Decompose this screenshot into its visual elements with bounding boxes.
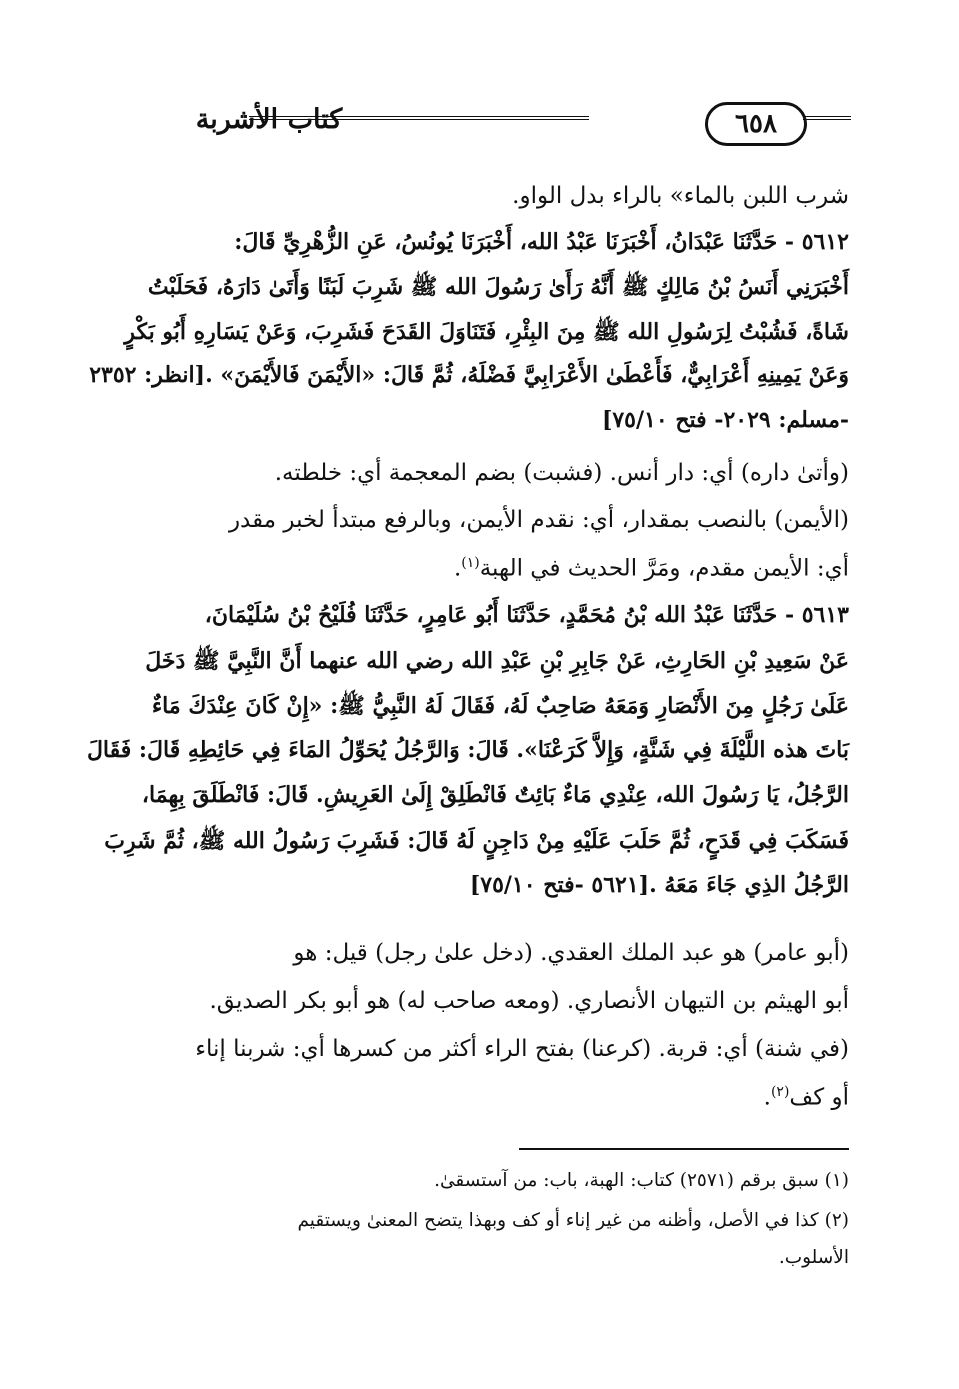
page-number: ٦٥٨: [705, 102, 807, 146]
text-line-content: أو كف: [789, 1084, 849, 1111]
hadith-line: الرَّجُلُ الذِي جَاءَ مَعَهُ .[٥٦٢١ -فتح ٧٥/١٠]: [469, 872, 849, 898]
footnote-ref: (٢): [770, 1084, 790, 1100]
book-title: كتاب الأشربة: [195, 104, 343, 135]
text-line: أبو الهيثم بن التيهان الأنصاري. (ومعه صاحب له) هو أبو بكر الصديق.: [209, 988, 849, 1014]
text-line: [114, 1084, 849, 1111]
text-line-content: أي: الأيمن مقدم، ومَرَّ الحديث في الهبة: [479, 555, 849, 582]
hadith-line: ٥٦١٣ - حَدَّثَنَا عَبْدُ الله بْنُ مُحَمَّدٍ، حَدَّثَنَا أَبُو عَامِرٍ، حَدَّثَنَا فُلَيْحُ بْنُ سُلَيْمَانَ،: [204, 602, 849, 628]
period: .: [453, 555, 462, 582]
footnote-separator: [519, 1148, 849, 1150]
footnote: (٢) كذا في الأصل، وأظنه من غير إناء أو كف وبهذا يتضح المعنىٰ ويستقيم: [297, 1210, 849, 1231]
hadith-line: بَاتَ هذه اللَّيْلَةَ فِي شَنَّةٍ، وَإِلاَّ كَرَعْنَا». قَالَ: وَالرَّجُلُ يُحَوِّلُ المَاءَ فِي حَائِطِهِ قَالَ: فَقَالَ: [86, 737, 849, 763]
hadith-line: عَلَىٰ رَجُلٍ مِنَ الأَنْصَارِ وَمَعَهُ صَاحِبٌ لَهُ، فَقَالَ لَهُ النَّبِيُّ ﷺ: «إِنْ كَانَ عِنْدَكَ مَاءٌ: [151, 693, 849, 719]
footnote-ref: (١): [461, 555, 480, 571]
hadith-line: فَسَكَبَ فِي قَدَحٍ، ثُمَّ حَلَبَ عَلَيْهِ مِنْ دَاجِنٍ لَهُ قَالَ: فَشَرِبَ رَسُولُ الله ﷺ، ثُمَّ شَرِبَ: [104, 828, 849, 854]
text-line: (الأيمن) بالنصب بمقدار، أي: نقدم الأيمن، وبالرفع مبتدأ لخبر مقدر: [228, 507, 849, 533]
hadith-line: الرَّجُلُ، يَا رَسُولَ الله، عِنْدِي مَاءٌ بَائِتٌ فَانْطَلِقْ إِلَىٰ العَرِيشِ. قَالَ: فَانْطَلَقَ بِهِمَا،: [141, 782, 849, 808]
main-text: [86, 0, 849, 1140]
text-line: (في شنة) أي: قربة. (كرعنا) بفتح الراء أكثر من كسرها أي: شربنا إناء: [195, 1036, 849, 1062]
footnote: الأسلوب.: [778, 1247, 849, 1268]
period: .: [763, 1084, 771, 1111]
text-line: شرب اللبن بالماء» بالراء بدل الواو.: [512, 183, 849, 209]
text-line: (وأتىٰ داره) أي: دار أنس. (فشبت) بضم المعجمة أي: خلطته.: [274, 460, 849, 486]
hadith-line: -مسلم: ٢٠٢٩- فتح ٧٥/١٠]: [601, 407, 849, 433]
text-line: (أبو عامر) هو عبد الملك العقدي. (دخل علىٰ رجل) قيل: هو: [293, 940, 849, 966]
text-line: [114, 555, 849, 582]
hadith-line: وَعَنْ يَمِينِهِ أَعْرَابِيٌّ، فَأَعْطَىٰ الأَعْرَابِيَّ فَضْلَهُ، ثُمَّ قَالَ: «الأَيْمَنَ فَالأَيْمَنَ» .[انظر: ٢٣٥٢: [89, 362, 849, 388]
hadith-line: أَخْبَرَنِي أَنَسُ بْنُ مَالِكٍ ﷺ أَنَّهُ رَأَىٰ رَسُولَ الله ﷺ شَرِبَ لَبَنًا وَأَتَىٰ دَارَهُ، فَحَلَبْتُ: [147, 274, 849, 300]
hadith-line: شَاةً، فَشُبْتُ لِرَسُولِ الله ﷺ مِنَ البِئْرِ، فَتَنَاوَلَ القَدَحَ فَشَرِبَ، وَعَنْ يَسَارِهِ أَبُو بَكْرٍ: [124, 319, 849, 345]
hadith-line: ٥٦١٢ - حَدَّثَنَا عَبْدَانُ، أَخْبَرَنَا عَبْدُ الله، أَخْبَرَنَا يُونُسُ، عَنِ الزُّهْرِيِّ قَالَ:: [234, 229, 849, 255]
footnote: (١) سبق برقم (٢٥٧١) كتاب: الهبة، باب: من آستسقىٰ.: [434, 1170, 849, 1191]
hadith-line: عَنْ سَعِيدِ بْنِ الحَارِثِ، عَنْ جَابِرِ بْنِ عَبْدِ الله رضي الله عنهما أَنَّ النَّبِيَّ ﷺ دَخَلَ: [145, 648, 849, 674]
